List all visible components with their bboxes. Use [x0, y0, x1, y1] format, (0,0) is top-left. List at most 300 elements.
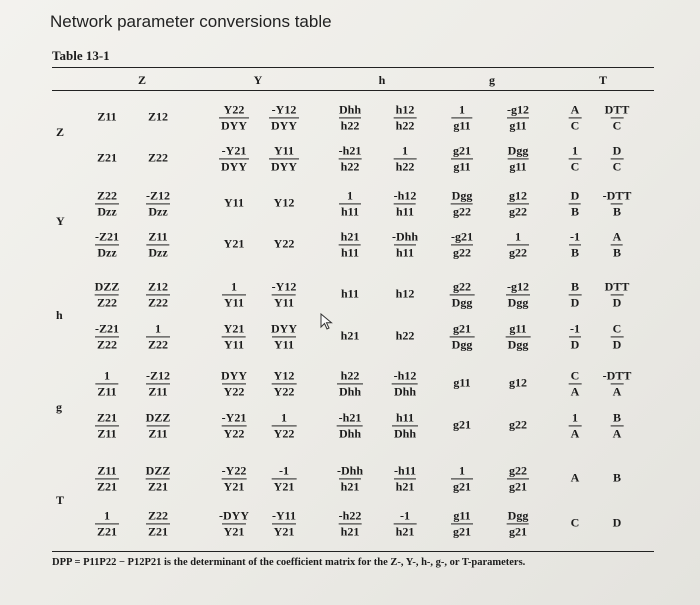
fraction — [451, 103, 472, 131]
denominator: h22 — [340, 118, 360, 132]
denominator: g11 — [453, 118, 471, 132]
fraction — [270, 280, 299, 308]
fraction — [269, 103, 299, 131]
fraction — [611, 322, 624, 350]
table-cell — [146, 508, 170, 537]
table-cell — [146, 229, 169, 258]
numerator: -h22 — [338, 508, 362, 523]
fraction — [339, 230, 362, 258]
fraction — [601, 189, 634, 217]
table-cell — [394, 102, 417, 131]
denominator: Z11 — [148, 426, 168, 440]
row-header-y: Y — [56, 214, 65, 228]
denominator: g11 — [509, 118, 527, 132]
fraction — [390, 230, 420, 258]
fraction — [506, 322, 531, 350]
table-cell — [339, 229, 362, 258]
denominator: g21 — [453, 479, 471, 493]
fraction — [95, 369, 118, 397]
table-cell — [146, 279, 170, 308]
denominator: C — [612, 159, 622, 173]
table-cell — [505, 102, 531, 131]
col-header-z: Z — [137, 73, 146, 87]
cell-value: Z12 — [147, 109, 169, 124]
numerator: DZZ — [94, 279, 120, 294]
denominator: D — [612, 337, 622, 351]
table-cell — [148, 110, 168, 125]
fraction — [272, 411, 297, 439]
table-cell — [603, 102, 632, 131]
denominator: Dgg — [507, 295, 529, 309]
denominator: C — [570, 118, 580, 132]
fraction — [568, 322, 582, 350]
table-cell — [611, 229, 624, 258]
table-cell — [274, 196, 295, 211]
fraction — [394, 509, 417, 537]
numerator: 1 — [571, 143, 578, 158]
denominator: Z21 — [147, 524, 169, 538]
numerator: g21 — [453, 143, 471, 158]
denominator: Y11 — [273, 295, 295, 309]
fraction — [146, 509, 170, 537]
numerator: B — [612, 410, 622, 425]
denominator: g21 — [453, 524, 471, 538]
fraction — [450, 322, 475, 350]
table-cell — [611, 410, 624, 439]
table-cell — [392, 368, 419, 397]
table-cell — [217, 508, 251, 537]
numerator: Dhh — [338, 102, 362, 117]
table-cell — [144, 188, 172, 217]
numerator: A — [570, 102, 580, 117]
numerator: DYY — [271, 321, 297, 336]
cell-value: B — [612, 470, 622, 485]
table-cell — [269, 321, 299, 350]
denominator: A — [612, 426, 622, 440]
denominator: Dhh — [338, 426, 362, 440]
fraction — [219, 144, 249, 172]
table-label: Table 13-1 — [52, 48, 110, 63]
denominator: D — [570, 337, 580, 351]
table-cell — [337, 368, 363, 397]
numerator: DTT — [604, 102, 630, 117]
cell-value: g11 — [453, 375, 471, 390]
denominator: Dzz — [148, 204, 168, 218]
fraction — [392, 189, 419, 217]
denominator: DYY — [221, 159, 247, 173]
numerator: 1 — [104, 368, 110, 383]
table-cell — [569, 188, 582, 217]
numerator: g11 — [453, 508, 471, 523]
footer-note: DPP = P11P22 − P12P21 is the determinant of the coefficient matrix for the Z-, Y-, h-, g-, or T-parameters. — [52, 557, 526, 568]
table-cell — [390, 229, 420, 258]
table-cell — [144, 410, 173, 439]
numerator: -g12 — [507, 279, 529, 294]
table-cell — [505, 279, 531, 308]
numerator: g12 — [509, 188, 527, 203]
numerator: -Y12 — [271, 279, 297, 294]
table-cell — [611, 321, 624, 350]
denominator: Dgg — [451, 337, 473, 351]
table-cell — [97, 110, 116, 125]
table-cell — [219, 102, 249, 131]
denominator: Y22 — [273, 426, 295, 440]
table-cell — [269, 143, 299, 172]
table-cell — [95, 188, 119, 217]
fraction — [392, 411, 418, 439]
denominator: Z22 — [147, 295, 169, 309]
table-cell — [335, 463, 365, 492]
numerator: -1 — [278, 463, 289, 478]
fraction — [392, 369, 419, 397]
table-cell — [270, 279, 299, 308]
fraction — [611, 411, 624, 439]
denominator: g21 — [509, 479, 527, 493]
denominator: h11 — [395, 245, 415, 259]
denominator: Z11 — [97, 384, 117, 398]
fraction — [507, 230, 529, 258]
denominator: g22 — [452, 204, 471, 218]
col-header-t: T — [598, 73, 607, 87]
table-cell — [506, 321, 531, 350]
fraction — [272, 369, 297, 397]
table-cell — [507, 229, 529, 258]
fraction — [95, 411, 119, 439]
cell-value: Y22 — [273, 236, 295, 251]
denominator: Dgg — [507, 337, 529, 351]
numerator: h11 — [395, 410, 415, 425]
fraction — [337, 144, 364, 172]
table-cell — [392, 188, 419, 217]
denominator: g22 — [509, 204, 527, 218]
table-cell — [450, 279, 475, 308]
numerator: Y11 — [273, 143, 294, 158]
denominator: h22 — [395, 159, 415, 173]
table-cell — [603, 279, 632, 308]
table-cell — [507, 188, 529, 217]
numerator: -h11 — [393, 463, 417, 478]
numerator: Z22 — [96, 188, 118, 203]
fraction — [450, 280, 475, 308]
denominator: g21 — [508, 524, 527, 538]
denominator: Z21 — [96, 524, 118, 538]
table-cell — [219, 143, 249, 172]
fraction — [272, 464, 297, 492]
table-cell — [568, 321, 582, 350]
table-cell — [146, 321, 170, 350]
fraction — [603, 103, 632, 131]
cell-value: g21 — [453, 417, 471, 432]
fraction — [93, 230, 121, 258]
fraction — [217, 509, 251, 537]
denominator: DYY — [221, 118, 247, 132]
cell-value: Y21 — [223, 236, 245, 251]
numerator: -Z21 — [95, 229, 119, 244]
numerator: -Dhh — [336, 463, 364, 478]
denominator: C — [570, 159, 580, 173]
denominator: DYY — [271, 118, 297, 132]
numerator: Dgg — [451, 188, 473, 203]
denominator: Y22 — [273, 384, 295, 398]
denominator: Z22 — [96, 295, 117, 309]
cell-value: Y12 — [273, 195, 295, 210]
denominator: A — [570, 384, 580, 398]
numerator: Z11 — [97, 463, 117, 478]
numerator: DYY — [221, 368, 247, 383]
numerator: 1 — [230, 279, 237, 294]
table-cell — [392, 463, 418, 492]
table-cell — [571, 516, 580, 531]
table-cell — [451, 102, 472, 131]
numerator: -Y21 — [221, 410, 247, 425]
table-cell — [219, 368, 249, 397]
table-cell — [569, 279, 582, 308]
table-cell — [613, 471, 621, 486]
fraction — [506, 509, 531, 537]
numerator: -Y22 — [221, 463, 247, 478]
numerator: -1 — [570, 229, 580, 244]
numerator: -h12 — [393, 188, 417, 203]
table-cell — [269, 102, 299, 131]
fraction — [144, 411, 173, 439]
fraction — [569, 280, 582, 308]
table-cell — [270, 508, 298, 537]
denominator: Dzz — [97, 245, 117, 259]
row-header-h: h — [56, 308, 63, 322]
fraction — [611, 230, 624, 258]
numerator: -1 — [400, 508, 410, 523]
denominator: h21 — [395, 479, 415, 493]
numerator: D — [570, 188, 580, 203]
table-cell — [144, 463, 173, 492]
table-cell — [611, 143, 624, 172]
fraction — [337, 411, 364, 439]
table-cell — [148, 151, 168, 166]
cell-value: C — [570, 515, 580, 530]
cell-value: D — [612, 515, 622, 530]
table-cell — [95, 410, 119, 439]
denominator: A — [570, 426, 580, 440]
table-cell — [337, 143, 364, 172]
denominator: DYY — [271, 159, 297, 173]
denominator: h11 — [340, 245, 359, 259]
numerator: C — [612, 321, 622, 336]
numerator: 1 — [154, 321, 161, 336]
denominator: Dzz — [148, 245, 168, 259]
fraction — [450, 189, 475, 217]
fraction — [568, 230, 582, 258]
table-cell — [568, 229, 582, 258]
numerator: -h21 — [338, 410, 362, 425]
denominator: h21 — [340, 524, 360, 538]
col-header-g: g — [489, 73, 495, 87]
table-cell — [337, 102, 363, 131]
table-cell — [93, 229, 121, 258]
denominator: g22 — [453, 245, 471, 259]
numerator: Y21 — [223, 321, 245, 336]
denominator: g11 — [453, 159, 471, 173]
row-header-t: T — [56, 493, 65, 507]
table-cell — [451, 143, 473, 172]
table-cell — [220, 463, 249, 492]
denominator: g11 — [509, 159, 527, 173]
cell-value: Z11 — [97, 109, 117, 124]
numerator: h22 — [340, 368, 360, 383]
denominator: h22 — [340, 159, 360, 173]
fraction — [394, 144, 417, 172]
row-header-z: Z — [56, 125, 65, 139]
denominator: Y22 — [223, 384, 245, 398]
numerator: 1 — [346, 188, 353, 203]
denominator: h11 — [340, 204, 360, 218]
fraction — [507, 189, 529, 217]
table-cell — [569, 368, 582, 397]
denominator: A — [612, 384, 622, 398]
fraction — [569, 144, 582, 172]
table-cell — [450, 188, 475, 217]
table-cell — [93, 279, 122, 308]
denominator: Y21 — [273, 479, 295, 493]
fraction — [269, 322, 299, 350]
fraction — [601, 369, 634, 397]
denominator: Z22 — [96, 337, 117, 351]
fraction — [146, 230, 169, 258]
fraction — [569, 103, 582, 131]
fraction — [507, 464, 529, 492]
table-cell — [337, 508, 364, 537]
table-cell — [450, 321, 475, 350]
table-cell — [396, 287, 415, 302]
denominator: Dhh — [393, 384, 417, 398]
cell-value: h21 — [340, 328, 360, 343]
fraction — [95, 189, 119, 217]
cell-value: g12 — [509, 375, 527, 390]
numerator: D — [612, 143, 622, 158]
numerator: B — [570, 279, 580, 294]
cell-value: Y11 — [223, 195, 245, 210]
table-cell — [95, 508, 119, 537]
table-cell — [95, 368, 118, 397]
denominator: h21 — [395, 524, 415, 538]
denominator: Y11 — [273, 337, 294, 351]
table-cell — [449, 229, 475, 258]
denominator: Dhh — [338, 384, 362, 398]
fraction — [269, 144, 299, 172]
cell-value: h12 — [395, 286, 415, 301]
table-cell — [93, 321, 121, 350]
numerator: C — [570, 368, 580, 383]
numerator: -Y11 — [272, 508, 296, 523]
table-cell — [95, 463, 119, 492]
denominator: Y22 — [223, 426, 245, 440]
numerator: Z12 — [147, 279, 169, 294]
denominator: Dzz — [97, 204, 117, 218]
table-cell — [337, 410, 364, 439]
denominator: B — [612, 245, 622, 259]
numerator: Dgg — [507, 143, 529, 158]
denominator: B — [612, 204, 622, 218]
denominator: g22 — [509, 245, 527, 259]
table-cell — [569, 102, 582, 131]
numerator: Y22 — [223, 102, 245, 117]
denominator: Y11 — [223, 295, 245, 309]
fraction — [222, 280, 246, 308]
fraction — [337, 369, 363, 397]
denominator: Z11 — [97, 426, 117, 440]
col-header-h: h — [378, 73, 386, 87]
numerator: -Dhh — [391, 229, 419, 244]
numerator: -DTT — [602, 368, 632, 383]
numerator: -h12 — [393, 368, 417, 383]
numerator: -Z12 — [146, 188, 170, 203]
fraction — [449, 230, 475, 258]
fraction — [146, 280, 170, 308]
numerator: 1 — [459, 102, 465, 117]
fraction — [220, 464, 249, 492]
numerator: -Z12 — [146, 368, 170, 383]
fraction — [569, 369, 582, 397]
fraction — [569, 411, 582, 439]
col-header-y: Y — [253, 73, 263, 87]
numerator: Y12 — [273, 368, 295, 383]
fraction — [392, 464, 418, 492]
table-cell — [341, 287, 359, 302]
numerator: Z11 — [148, 229, 168, 244]
numerator: 1 — [402, 143, 408, 158]
table-cell — [224, 196, 244, 211]
table-cell — [509, 376, 527, 391]
table-cell — [613, 516, 622, 531]
table-cell — [224, 237, 245, 252]
fraction — [505, 280, 531, 308]
denominator: D — [570, 295, 580, 309]
denominator: Z21 — [147, 479, 168, 493]
denominator: Y21 — [273, 524, 295, 538]
denominator: Y21 — [223, 524, 245, 538]
numerator: g11 — [509, 321, 527, 336]
numerator: DZZ — [145, 463, 171, 478]
table-cell — [396, 329, 415, 344]
denominator: B — [570, 245, 579, 259]
table-cell — [272, 410, 297, 439]
fraction — [451, 509, 473, 537]
mouse-cursor-icon — [320, 313, 334, 331]
table-cell — [272, 463, 297, 492]
numerator: g22 — [452, 279, 471, 294]
row-header-g: g — [56, 400, 62, 414]
table-cell — [601, 368, 634, 397]
denominator: h22 — [395, 118, 415, 132]
fraction — [144, 369, 172, 397]
cell-value: h11 — [340, 286, 360, 301]
fraction — [339, 189, 361, 217]
fraction — [506, 144, 531, 172]
table-cell — [571, 471, 580, 486]
table-cell — [509, 418, 527, 433]
numerator: -DTT — [602, 188, 632, 203]
page-title: Network parameter conversions table — [50, 12, 332, 31]
table-cell — [451, 463, 473, 492]
denominator: Dgg — [451, 295, 473, 309]
table-cell — [453, 376, 470, 391]
fraction — [220, 411, 249, 439]
numerator: -DYY — [219, 508, 249, 523]
denominator: Dhh — [393, 426, 417, 440]
cell-value: h22 — [395, 328, 415, 343]
fraction — [219, 369, 249, 397]
numerator: Z22 — [147, 508, 169, 523]
numerator: DZZ — [145, 410, 171, 425]
